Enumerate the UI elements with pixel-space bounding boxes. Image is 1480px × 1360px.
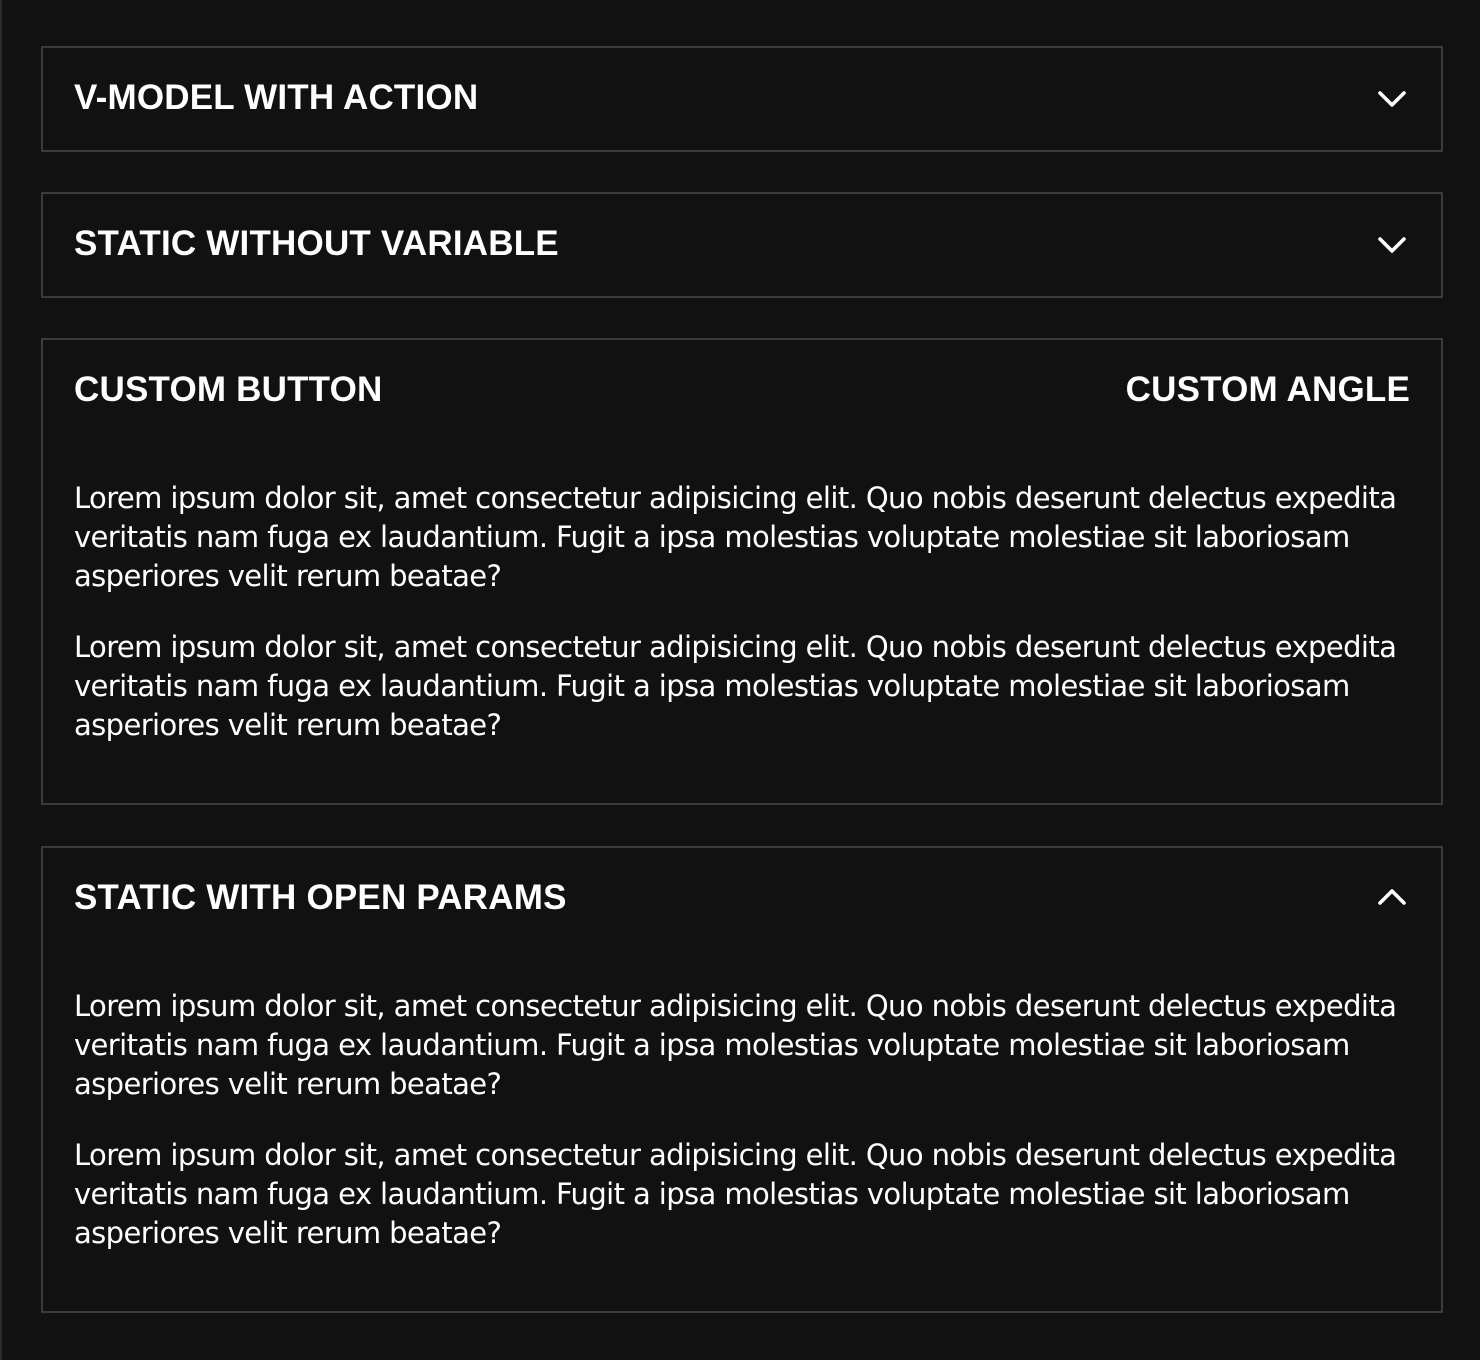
accordion-title: STATIC WITH OPEN PARAMS bbox=[74, 878, 567, 917]
accordion-title: CUSTOM BUTTON bbox=[74, 370, 383, 409]
chevron-down-icon[interactable] bbox=[1376, 84, 1408, 112]
accordion-custom-button bbox=[41, 338, 1443, 805]
accordion-header[interactable] bbox=[43, 340, 1441, 440]
content-paragraph: Lorem ipsum dolor sit, amet consectetur adipisicing elit. Quo nobis deserunt delectus expedita veritatis nam fuga ex laudantium. Fugit a ipsa molestias voluptate molestiae sit laboriosam asperiores velit rerum beatae? bbox=[74, 630, 1397, 742]
left-edge-divider bbox=[0, 0, 2, 1360]
accordion-title: V-MODEL WITH ACTION bbox=[74, 78, 479, 117]
content-paragraph: Lorem ipsum dolor sit, amet consectetur adipisicing elit. Quo nobis deserunt delectus expedita veritatis nam fuga ex laudantium. Fugit a ipsa molestias voluptate molestiae sit laboriosam asperiores velit rerum beatae? bbox=[74, 989, 1397, 1101]
chevron-up-icon[interactable] bbox=[1376, 884, 1408, 912]
content-paragraph: Lorem ipsum dolor sit, amet consectetur adipisicing elit. Quo nobis deserunt delectus expedita veritatis nam fuga ex laudantium. Fugit a ipsa molestias voluptate molestiae sit laboriosam asperiores velit rerum beatae? bbox=[74, 1138, 1397, 1250]
accordion-static-without-variable bbox=[41, 192, 1443, 298]
accordion-header[interactable] bbox=[43, 48, 1441, 148]
accordion-v-model-with-action bbox=[41, 46, 1443, 152]
custom-angle-toggle[interactable]: CUSTOM ANGLE bbox=[1125, 370, 1410, 409]
accordion-content bbox=[74, 987, 1405, 1253]
chevron-down-icon[interactable] bbox=[1376, 230, 1408, 258]
accordion-content bbox=[74, 479, 1405, 745]
accordion-static-with-open-params bbox=[41, 846, 1443, 1313]
accordion-header[interactable] bbox=[43, 848, 1441, 948]
content-paragraph: Lorem ipsum dolor sit, amet consectetur adipisicing elit. Quo nobis deserunt delectus expedita veritatis nam fuga ex laudantium. Fugit a ipsa molestias voluptate molestiae sit laboriosam asperiores velit rerum beatae? bbox=[74, 481, 1397, 593]
accordion-header[interactable] bbox=[43, 194, 1441, 294]
accordion-title: STATIC WITHOUT VARIABLE bbox=[74, 224, 559, 263]
